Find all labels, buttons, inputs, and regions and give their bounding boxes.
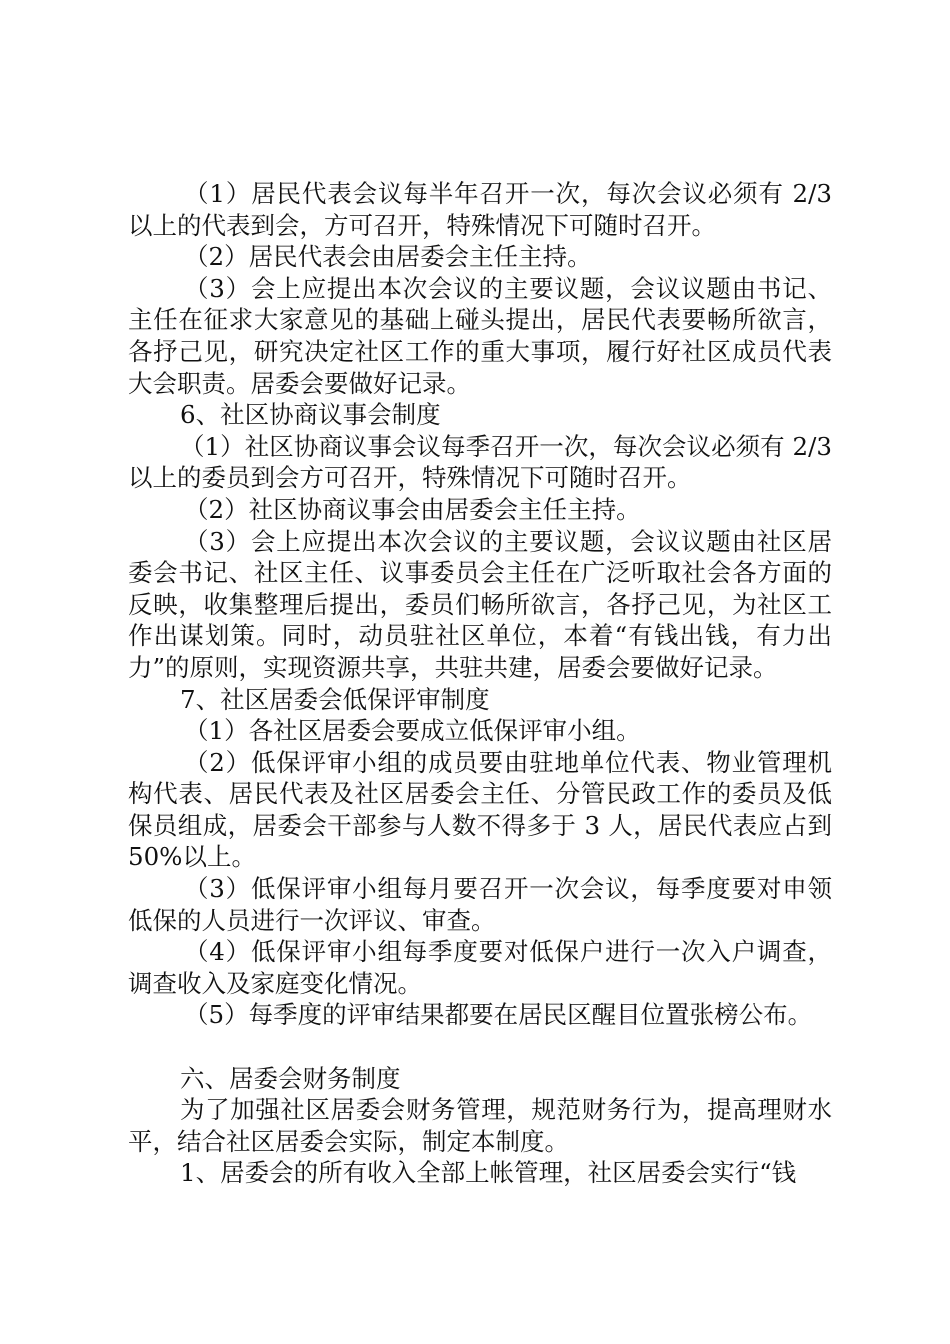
paragraph-rep-meeting-chair: （2）居民代表会由居委会主任主持。 [184,242,592,272]
paragraph-review-meetings: （3）低保评审小组每月要召开一次会议，每季度要对申领低保的人员进行一次评议、审查。 [128,874,832,935]
section-heading-finance: 六、居委会财务制度 [180,1063,401,1093]
paragraph-consultation-agenda: （3）会上应提出本次会议的主要议题，会议议题由社区居委会书记、社区主任、议事委员会主任在广泛听取社会各方面的反映，收集整理后提出，委员们畅所欲言，各抒己见，为社区工作出谋划策。同时，动员驻社区单位，本着“有钱出钱，有力出力”的原则，实现资源共享，共驻共建，居委会要做好记录。 [128,526,832,682]
paragraph-finance-purpose: 为了加强社区居委会财务管理，规范财务行为，提高理财水平，结合社区居委会实际，制定本制度。 [128,1095,832,1156]
paragraph-consultation-chair: （2）社区协商议事会由居委会主任主持。 [184,494,641,524]
paragraph-review-publicity: （5）每季度的评审结果都要在居民区醒目位置张榜公布。 [184,1000,813,1030]
paragraph-finance-income: 1、居委会的所有收入全部上帐管理，社区居委会实行“钱 [180,1158,797,1188]
paragraph-spacer [128,1031,832,1063]
document-body [128,178,832,1189]
section-heading-consultation: 6、社区协商议事会制度 [180,400,441,430]
paragraph-review-survey: （4）低保评审小组每季度要对低保户进行一次入户调查，调查收入及家庭变化情况。 [128,937,832,998]
paragraph-rep-meeting-agenda: （3）会上应提出本次会议的主要议题，会议议题由书记、主任在征求大家意见的基础上碰头提出，居民代表要畅所欲言，各抒己见，研究决定社区工作的重大事项，履行好社区成员代表大会职责。居委会要做好记录。 [128,273,832,398]
paragraph-review-members: （2）低保评审小组的成员要由驻地单位代表、物业管理机构代表、居民代表及社区居委会主任、分管民政工作的委员及低保员组成，居委会干部参与人数不得多于 3 人，居民代表应占到 50%以上。 [128,747,832,872]
paragraph-consultation-frequency: （1）社区协商议事会议每季召开一次，每次会议必须有 2/3 以上的委员到会方可召开，特殊情况下可随时召开。 [128,431,832,493]
section-heading-subsistence-review: 7、社区居委会低保评审制度 [180,684,490,714]
paragraph-rep-meeting-frequency: （1）居民代表会议每半年召开一次，每次会议必须有 2/3 以上的代表到会，方可召开，特殊情况下可随时召开。 [128,179,832,240]
paragraph-review-group: （1）各社区居委会要成立低保评审小组。 [184,716,641,746]
